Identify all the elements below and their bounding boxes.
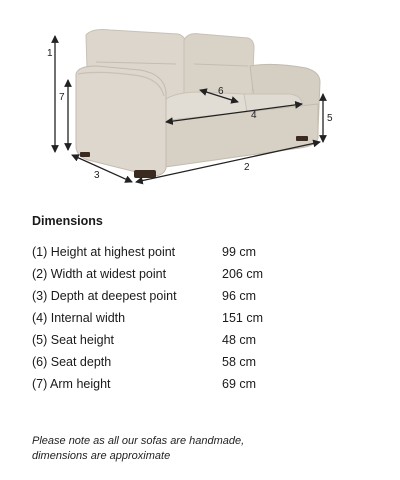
callout-2: 2 [244,162,250,173]
callout-3: 3 [94,170,100,181]
dimension-label: (5) Seat height [32,333,114,347]
handmade-note [32,434,332,464]
dimension-value: 99 cm [222,245,257,259]
callout-1: 1 [47,48,53,59]
dimension-value: 151 cm [222,311,263,325]
dimension-value: 58 cm [222,355,257,369]
dimension-value: 48 cm [222,333,257,347]
dimension-value: 69 cm [222,377,257,391]
dimension-label: (4) Internal width [32,311,126,325]
dimension-label: (7) Arm height [32,377,111,391]
dimension-label: (1) Height at highest point [32,245,176,259]
sofa-dimension-diagram [0,0,400,200]
sofa-image [76,30,320,178]
dimension-label: (6) Seat depth [32,355,112,369]
callout-5: 5 [327,113,333,124]
dimension-label: (2) Width at widest point [32,267,167,281]
dimension-label: (3) Depth at deepest point [32,289,177,303]
dimension-value: 96 cm [222,289,257,303]
callout-7: 7 [59,92,65,103]
callout-4: 4 [251,110,257,121]
dimensions-heading: Dimensions [32,214,103,228]
dimension-value: 206 cm [222,267,263,281]
callout-6: 6 [218,86,224,97]
note-line: dimensions are approximate [32,450,171,462]
note-line: Please note as all our sofas are handmade, [32,435,245,447]
